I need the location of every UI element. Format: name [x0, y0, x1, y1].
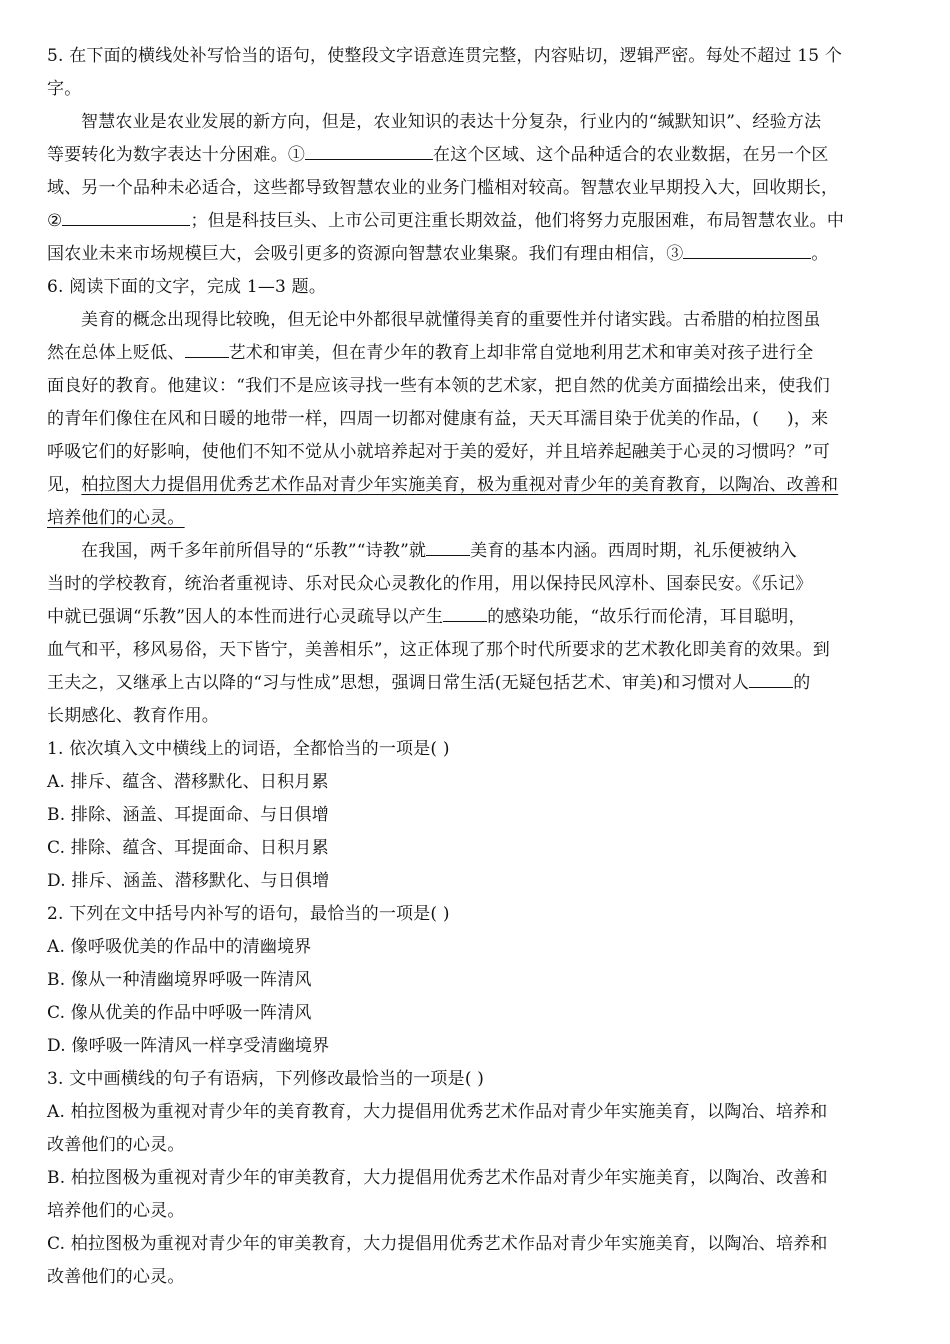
fill-blank-a1[interactable] — [185, 341, 229, 358]
q6-para-a-line2 — [47, 337, 900, 370]
q6-para-a-line1: 美育的概念出现得比较晚，但无论中外都很早就懂得美育的重要性并付诸实践。古希腊的柏拉图虽 — [81, 310, 821, 330]
q6-para-b-line2: 当时的学校教育，统治者重视诗、乐对民众心灵教化的作用，用以保持民风淳朴、国泰民安。《乐记》 — [47, 574, 813, 594]
q6-para-b-line6: 长期感化、教育作用。 — [47, 706, 219, 726]
q6-text: 的青年们像住在风和日暖的地带一样，四周一切都对健康有益，天天耳濡目染于优美的作品，( — [47, 409, 760, 429]
q5-text: ；但是科技巨头、上市公司更注重长期效益，他们将努力克服困难，布局智慧农业。中 — [190, 211, 845, 231]
q5-text: 等要转化为数字表达十分困难。 — [47, 145, 288, 165]
option-a[interactable]: A. 排斥、蕴含、潜移默化、日积月累 — [47, 772, 329, 792]
q5-text: 在这个区域、这个品种适合的农业数据，在另一个区 — [433, 145, 829, 165]
q6-para-b-line5 — [47, 667, 900, 700]
question-6 — [47, 271, 900, 733]
question-stem: 1. 依次填入文中横线上的词语，全都恰当的一项是( ) — [47, 739, 450, 759]
fill-blank-b3[interactable] — [749, 671, 793, 688]
q6-para-a-line3: 面良好的教育。他建议：“我们不是应该寻找一些有本领的艺术家，把自然的优美方面描绘出来，使我们 — [47, 376, 830, 396]
option-b[interactable]: B. 像从一种清幽境界呼吸一阵清风 — [47, 970, 312, 990]
q6-text: 的 — [793, 673, 811, 693]
q6-text: 王夫之，又继承上古以降的“习与性成”思想，强调日常生活(无疑包括艺术、审美)和习惯对人 — [47, 673, 750, 693]
q5-text: 国农业未来市场规模巨大，会吸引更多的资源向智慧农业集聚。我们有理由相信， — [47, 244, 667, 264]
q6-text: 的感染功能，“故乐行而伦清，耳目聪明， — [487, 607, 806, 627]
q5-prompt-line1: 5. 在下面的横线处补写恰当的语句，使整段文字语意连贯完整，内容贴切，逻辑严密。每处不超过 15 个 — [47, 46, 843, 66]
option-a-line1: A. 柏拉图极为重视对青少年的美育教育，大力提倡用优秀艺术作品对青少年实施美育，以陶冶、培养和 — [47, 1102, 828, 1122]
q5-paragraph-line3: 域、另一个品种未必适合，这些都导致智慧农业的业务门槛相对较高。智慧农业早期投入大，回收期长， — [47, 178, 839, 198]
option-c[interactable]: C. 排除、蕴含、耳提面命、日积月累 — [47, 838, 329, 858]
q6-text: 然在总体上贬低、 — [47, 343, 185, 363]
q5-paragraph-line5 — [47, 238, 900, 271]
question-5 — [47, 40, 900, 271]
option-c-line2: 改善他们的心灵。 — [47, 1267, 185, 1287]
q6-text: 中就已强调“乐教”因人的本性而进行心灵疏导以产生 — [47, 607, 444, 627]
option-d[interactable]: D. 排斥、涵盖、潜移默化、与日俱增 — [47, 871, 330, 891]
blank-marker-1: ① — [287, 145, 306, 165]
option-b[interactable]: B. 排除、涵盖、耳提面命、与日俱增 — [47, 805, 329, 825]
q6-text: )，来 — [787, 409, 829, 429]
q6-para-a-line4 — [47, 403, 900, 436]
fill-blank-1[interactable] — [305, 143, 433, 160]
question-stem: 2. 下列在文中括号内补写的语句，最恰当的一项是( ) — [47, 904, 450, 924]
option-c-line1: C. 柏拉图极为重视对青少年的审美教育，大力提倡用优秀艺术作品对青少年实施美育，以陶冶、培养和 — [47, 1234, 828, 1254]
blank-marker-3: ③ — [666, 244, 684, 264]
q5-paragraph-line4 — [47, 205, 900, 238]
q6-para-a-line5: 呼吸它们的好影响，使他们不知不觉从小就培养起对于美的爱好，并且培养起融美于心灵的习惯吗？”可 — [47, 442, 830, 462]
option-c[interactable]: C. 像从优美的作品中呼吸一阵清风 — [47, 1003, 312, 1023]
q6-text: 见， — [47, 475, 82, 495]
q6-text: 美育的基本内涵。西周时期，礼乐便被纳入 — [470, 541, 797, 561]
q6-para-b-line4: 血气和平，移风易俗，天下皆宁，美善相乐”，这正体现了那个时代所要求的艺术教化即美育的效果。到 — [47, 640, 830, 660]
q6-text: 艺术和审美，但在青少年的教育上却非常自觉地利用艺术和审美对孩子进行全 — [228, 343, 814, 363]
q5-prompt-line2: 字。 — [47, 79, 82, 99]
q6-text: 在我国，两千多年前所倡导的“乐教”“诗教”就 — [81, 541, 427, 561]
option-b-line1: B. 柏拉图极为重视对青少年的审美教育，大力提倡用优秀艺术作品对青少年实施美育，以陶冶、改善和 — [47, 1168, 828, 1188]
underlined-sentence: 柏拉图大力提倡用优秀艺术作品对青少年实施美育，极为重视对青少年的美育教育，以陶冶、改善和 — [81, 475, 839, 495]
fill-blank-b2[interactable] — [443, 605, 487, 622]
q5-text: 。 — [811, 244, 829, 264]
fill-blank-2[interactable] — [62, 209, 190, 226]
fill-blank-b1[interactable] — [426, 539, 470, 556]
q6-heading: 6. 阅读下面的文字，完成 1—3 题。 — [47, 277, 327, 297]
option-c[interactable] — [47, 1228, 900, 1294]
sub-question-1 — [47, 733, 900, 898]
sub-question-2 — [47, 898, 900, 1063]
q5-paragraph-line1: 智慧农业是农业发展的新方向，但是，农业知识的表达十分复杂，行业内的“缄默知识”、经验方法 — [81, 112, 822, 132]
q5-paragraph-line2 — [47, 139, 900, 172]
question-stem: 3. 文中画横线的句子有语病，下列修改最恰当的一项是( ) — [47, 1069, 485, 1089]
fill-blank-3[interactable] — [683, 242, 811, 259]
option-d[interactable]: D. 像呼吸一阵清风一样享受清幽境界 — [47, 1036, 330, 1056]
sub-question-3 — [47, 1063, 900, 1294]
option-a[interactable]: A. 像呼吸优美的作品中的清幽境界 — [47, 937, 312, 957]
q6-para-a-line7 — [47, 502, 900, 535]
option-b[interactable] — [47, 1162, 900, 1228]
underlined-sentence-end: 培养他们的心灵。 — [47, 508, 185, 528]
option-a-line2: 改善他们的心灵。 — [47, 1135, 185, 1155]
q6-para-a-line6 — [47, 469, 900, 502]
option-b-line2: 培养他们的心灵。 — [47, 1201, 185, 1221]
option-a[interactable] — [47, 1096, 900, 1162]
q6-para-b-line1 — [47, 535, 900, 568]
q6-para-b-line3 — [47, 601, 900, 634]
blank-marker-2: ② — [47, 211, 63, 231]
